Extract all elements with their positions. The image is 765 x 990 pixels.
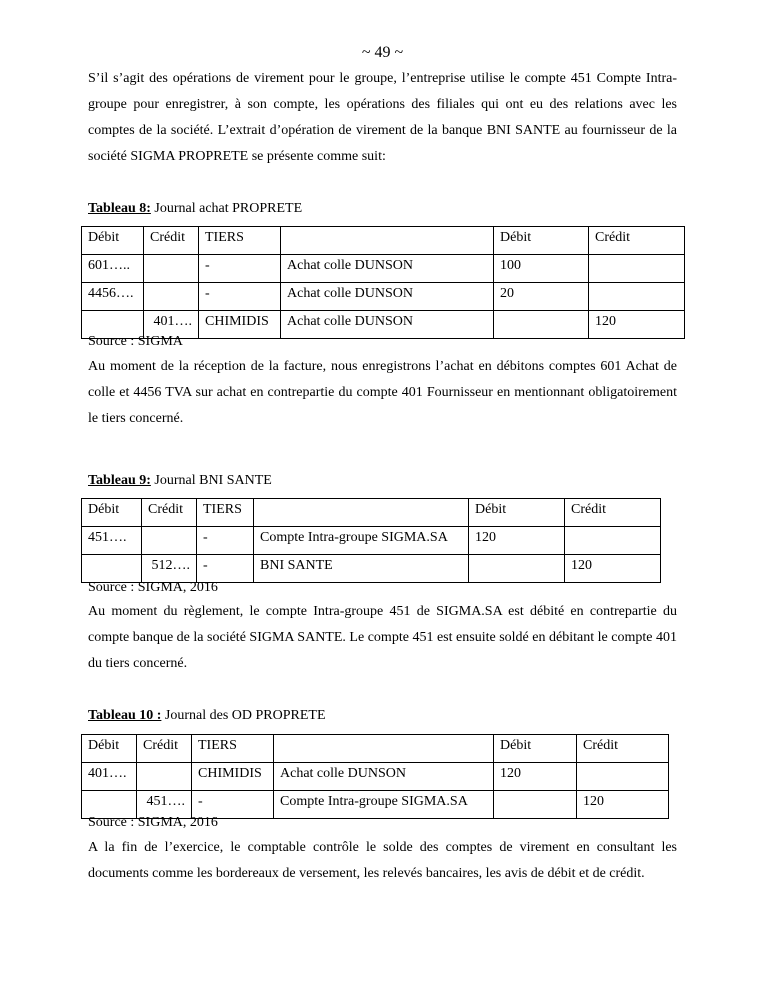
header-cell: Crédit [565,499,661,527]
header-cell: Crédit [589,227,685,255]
table-cell [494,791,577,819]
header-cell: TIERS [192,735,274,763]
table-cell [144,255,199,283]
table-cell [577,763,669,791]
table-cell: 401…. [82,763,137,791]
table8-caption [88,199,302,219]
table8-label: Tableau 8: [88,201,151,216]
table9-caption [88,471,272,491]
table-cell: - [197,555,254,583]
table-cell: 451…. [137,791,192,819]
table-cell: 120 [494,763,577,791]
table-row [82,283,685,311]
table-cell: 20 [494,283,589,311]
header-cell: Crédit [144,227,199,255]
table-cell: Achat colle DUNSON [281,255,494,283]
table-row [82,763,669,791]
table10-source: Source : SIGMA, 2016 [88,815,218,830]
table-cell: Achat colle DUNSON [281,283,494,311]
header-cell: Crédit [137,735,192,763]
header-cell: Crédit [577,735,669,763]
header-cell: TIERS [199,227,281,255]
table-cell: - [199,283,281,311]
table-header-row [82,227,685,255]
table-cell [589,283,685,311]
header-cell [254,499,469,527]
table-cell: 4456…. [82,283,144,311]
table-cell [469,555,565,583]
table-cell: 120 [589,311,685,339]
table-cell: 100 [494,255,589,283]
table8-title: Journal achat PROPRETE [150,201,303,216]
header-cell: Crédit [142,499,197,527]
table-cell [142,527,197,555]
paragraph-after-table8: Au moment de la réception de la facture, nous enregistrons l’achat en débitons comptes 601 Achat de colle et 4456 TVA sur achat en contrepartie du compte 401 Fournisseur en mentionnant obligatoirement le tiers concerné. [88,359,677,426]
table-cell [494,311,589,339]
table-cell: CHIMIDIS [192,763,274,791]
table10 [81,734,669,819]
table-cell: 120 [577,791,669,819]
header-cell [274,735,494,763]
header-cell: Débit [469,499,565,527]
table9-label: Tableau 9: [88,473,151,488]
table-cell: - [192,791,274,819]
header-cell [281,227,494,255]
table-cell: 512…. [142,555,197,583]
table-cell: Achat colle DUNSON [281,311,494,339]
table-cell: - [199,255,281,283]
table-cell [144,283,199,311]
table8-source: Source : SIGMA [88,334,183,349]
closing-paragraph: A la fin de l’exercice, le comptable contrôle le solde des comptes de virement en consultant les documents comme les bordereaux de versement, les relevés bancaires, les avis de débit et de crédit. [88,840,677,881]
table-cell: 401…. [144,311,199,339]
table-cell [137,763,192,791]
table9 [81,498,661,583]
page-number: ~ 49 ~ [361,44,404,61]
table10-label: Tableau 10 : [88,708,162,723]
table-row [82,527,661,555]
table-cell [589,255,685,283]
table-cell: 120 [469,527,565,555]
table-cell: Compte Intra-groupe SIGMA.SA [274,791,494,819]
table10-caption [88,706,326,726]
table-cell: CHIMIDIS [199,311,281,339]
intro-paragraph: S’il s’agit des opérations de virement pour le groupe, l’entreprise utilise le compte 451 Compte Intra-groupe pour enregistrer, à son compte, les opérations des filiales qui ont eu des relations avec les comptes de la société. L’extrait d’opération de virement de la banque BNI SANTE au fournisseur de la société SIGMA PROPRETE se présente comme suit: [88,71,677,164]
table-header-row [82,499,661,527]
table-header-row [82,735,669,763]
table-cell: BNI SANTE [254,555,469,583]
paragraph-after-table9: Au moment du règlement, le compte Intra-groupe 451 de SIGMA.SA est débité en contrepartie du compte banque de la société SIGMA SANTE. Le compte 451 est ensuite soldé en débitant le compte 401 du tiers concerné. [88,604,677,671]
table-cell: Compte Intra-groupe SIGMA.SA [254,527,469,555]
table-cell: - [197,527,254,555]
header-cell: Débit [494,227,589,255]
header-cell: Débit [82,227,144,255]
table-cell: 120 [565,555,661,583]
table-cell: 451…. [82,527,142,555]
header-cell: TIERS [197,499,254,527]
table-cell: Achat colle DUNSON [274,763,494,791]
table9-title: Journal BNI SANTE [150,473,272,488]
table-cell [565,527,661,555]
table8 [81,226,685,339]
header-cell: Débit [494,735,577,763]
table-cell: 601….. [82,255,144,283]
table-row [82,255,685,283]
header-cell: Débit [82,735,137,763]
header-cell: Débit [82,499,142,527]
table10-title: Journal des OD PROPRETE [161,708,326,723]
table9-source: Source : SIGMA, 2016 [88,580,218,595]
